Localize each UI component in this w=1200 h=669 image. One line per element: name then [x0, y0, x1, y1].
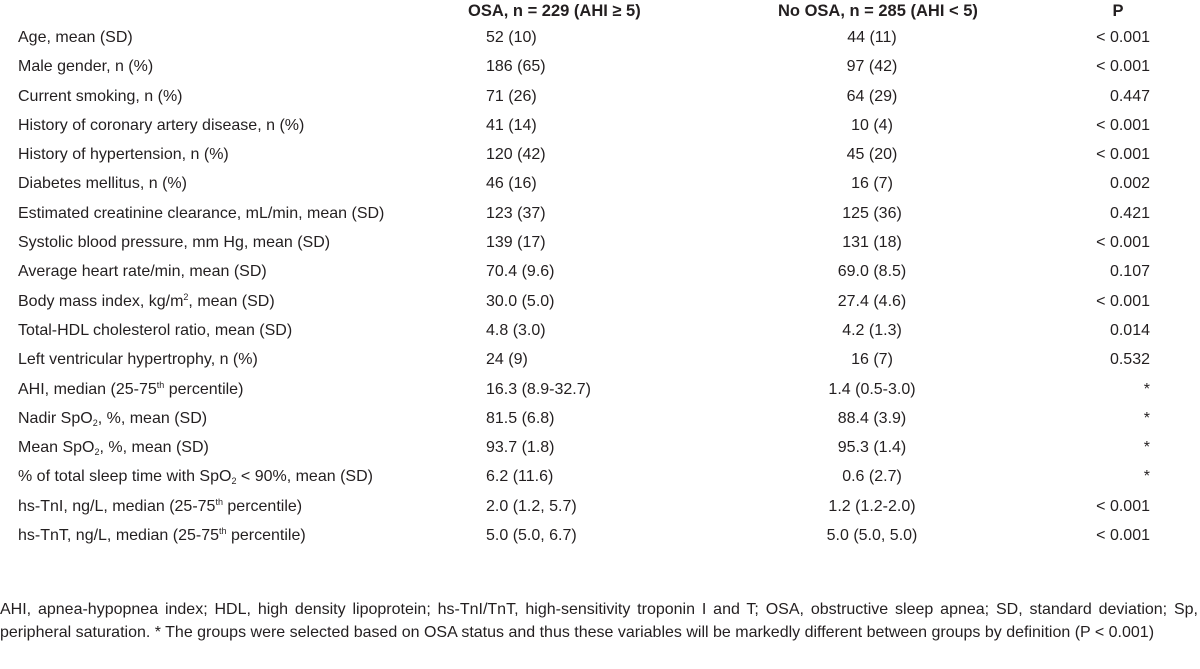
- osa-value: 52 (10): [486, 29, 537, 46]
- p-value: *: [1143, 380, 1150, 398]
- row-label: [18, 497, 302, 517]
- no-osa-value: 97 (42): [846, 58, 898, 76]
- label-text: , %, mean (SD): [99, 439, 209, 457]
- header-p-value: P: [1112, 2, 1124, 20]
- row-label: [18, 380, 243, 400]
- no-osa-value: 16 (7): [851, 351, 893, 369]
- label-text: percentile): [164, 380, 244, 398]
- table-row: [0, 321, 1200, 350]
- row-label: Estimated creatinine clearance, mL/min, mean (SD): [18, 204, 385, 222]
- table-row: [0, 380, 1200, 409]
- osa-value: 2.0 (1.2, 5.7): [486, 497, 577, 515]
- label-text: hs-TnT, ng/L, median (25-75: [18, 527, 219, 545]
- row-label: Average heart rate/min, mean (SD): [18, 263, 267, 281]
- osa-value: 30.0 (5.0): [486, 292, 555, 310]
- p-value: < 0.001: [1096, 146, 1150, 164]
- label-text: percentile): [222, 497, 303, 515]
- p-value: 0.107: [1109, 263, 1150, 281]
- p-value: 0.447: [1109, 87, 1150, 105]
- no-osa-value: 95.3 (1.4): [837, 439, 907, 457]
- p-value: < 0.001: [1096, 116, 1150, 134]
- table-row: [0, 526, 1200, 555]
- label-text: % of total sleep time with SpO: [18, 468, 232, 486]
- osa-value: 4.8 (3.0): [486, 321, 546, 339]
- no-osa-value: 44 (11): [847, 29, 897, 46]
- osa-value: 70.4 (9.6): [486, 263, 555, 281]
- p-value: < 0.001: [1096, 497, 1150, 515]
- row-label: Left ventricular hypertrophy, n (%): [18, 351, 258, 369]
- table-row: [0, 409, 1200, 438]
- table-body: [0, 28, 1200, 555]
- no-osa-value: 1.2 (1.2-2.0): [828, 497, 916, 515]
- label-text: , %, mean (SD): [97, 409, 208, 427]
- table-row: [0, 57, 1200, 86]
- p-value: < 0.001: [1096, 292, 1150, 310]
- no-osa-value: 27.4 (4.6): [837, 292, 907, 310]
- table-footnote: AHI, apnea-hypopnea index; HDL, high density lipoprotein; hs-TnI/TnT, high-sensitivity troponin I and T; OSA, obstructive sleep apnea; SD, standard deviation; Sp, peripheral saturation. * The groups were selected based on OSA status and thus these variables will be markedly different between groups by definition (P < 0.001): [0, 601, 1198, 641]
- row-label: [18, 409, 207, 429]
- osa-value: 93.7 (1.8): [486, 439, 555, 457]
- osa-value: 24 (9): [486, 351, 528, 369]
- label-script: th: [215, 496, 223, 507]
- table-row: [0, 497, 1200, 526]
- no-osa-value: 69.0 (8.5): [837, 263, 907, 281]
- table-row: [0, 233, 1200, 262]
- row-label: History of hypertension, n (%): [18, 146, 229, 164]
- label-text: hs-TnI, ng/L, median (25-75: [18, 497, 216, 515]
- osa-value: 16.3 (8.9-32.7): [486, 380, 591, 398]
- no-osa-value: 64 (29): [846, 87, 898, 105]
- row-label: Current smoking, n (%): [18, 87, 183, 105]
- label-text: < 90%, mean (SD): [236, 468, 373, 486]
- p-value: *: [1143, 468, 1150, 486]
- osa-value: 120 (42): [486, 146, 546, 164]
- label-text: percentile): [226, 527, 306, 545]
- row-label: [18, 438, 209, 458]
- table-row: [0, 145, 1200, 174]
- label-text: Body mass index, kg/m: [18, 292, 184, 310]
- row-label: History of coronary artery disease, n (%): [18, 116, 305, 134]
- row-label: [18, 526, 306, 546]
- label-script: th: [219, 526, 227, 537]
- p-value: < 0.001: [1096, 234, 1150, 252]
- osa-value: 81.5 (6.8): [486, 409, 555, 427]
- table-row: [0, 204, 1200, 233]
- label-text: Mean SpO: [18, 439, 95, 457]
- label-text: , mean (SD): [188, 292, 275, 310]
- p-value: < 0.001: [1096, 58, 1150, 76]
- osa-value: 5.0 (5.0, 6.7): [486, 527, 577, 545]
- label-script: th: [156, 379, 165, 390]
- p-value: 0.002: [1109, 175, 1150, 193]
- row-label: Male gender, n (%): [18, 58, 154, 76]
- table-row: [0, 28, 1200, 57]
- osa-value: 41 (14): [486, 116, 537, 134]
- table-row: [0, 467, 1200, 496]
- label-script: 2: [231, 476, 237, 487]
- no-osa-value: 5.0 (5.0, 5.0): [826, 527, 918, 545]
- table-row: [0, 262, 1200, 291]
- label-text: Nadir SpO: [18, 409, 93, 427]
- no-osa-value: 16 (7): [851, 175, 893, 193]
- p-value: *: [1143, 409, 1150, 427]
- header-no-osa: No OSA, n = 285 (AHI < 5): [778, 2, 978, 20]
- osa-value: 71 (26): [486, 87, 537, 105]
- row-label: Diabetes mellitus, n (%): [18, 175, 187, 193]
- row-label: Age, mean (SD): [18, 29, 133, 46]
- p-value: *: [1143, 439, 1150, 457]
- label-text: AHI, median (25-75: [18, 380, 157, 398]
- no-osa-value: 88.4 (3.9): [837, 409, 907, 427]
- table-row: [0, 174, 1200, 203]
- label-script: 2: [183, 291, 189, 302]
- no-osa-value: 0.6 (2.7): [842, 468, 902, 486]
- label-script: 2: [94, 447, 100, 458]
- row-label: [18, 292, 275, 312]
- p-value: 0.421: [1109, 204, 1150, 222]
- osa-value: 186 (65): [486, 58, 546, 76]
- row-label: Total-HDL cholesterol ratio, mean (SD): [18, 321, 293, 339]
- row-label: [18, 467, 373, 487]
- no-osa-value: 131 (18): [842, 234, 902, 252]
- osa-value: 6.2 (11.6): [486, 468, 554, 486]
- no-osa-value: 125 (36): [842, 204, 902, 222]
- no-osa-value: 45 (20): [846, 146, 898, 164]
- no-osa-value: 10 (4): [851, 116, 893, 134]
- label-script: 2: [92, 417, 98, 428]
- row-label: Systolic blood pressure, mm Hg, mean (SD): [18, 234, 331, 252]
- header-osa: OSA, n = 229 (AHI ≥ 5): [468, 2, 641, 20]
- p-value: 0.532: [1109, 351, 1150, 369]
- no-osa-value: 1.4 (0.5-3.0): [828, 380, 916, 398]
- p-value: < 0.001: [1096, 527, 1150, 545]
- no-osa-value: 4.2 (1.3): [842, 321, 902, 339]
- osa-value: 46 (16): [486, 175, 537, 193]
- table-row: [0, 350, 1200, 379]
- p-value: 0.014: [1109, 321, 1150, 339]
- table-row: [0, 438, 1200, 467]
- table-row: [0, 116, 1200, 145]
- table-row: [0, 292, 1200, 321]
- osa-value: 123 (37): [486, 204, 546, 222]
- table-row: [0, 87, 1200, 116]
- p-value: < 0.001: [1096, 29, 1150, 46]
- osa-value: 139 (17): [486, 234, 546, 252]
